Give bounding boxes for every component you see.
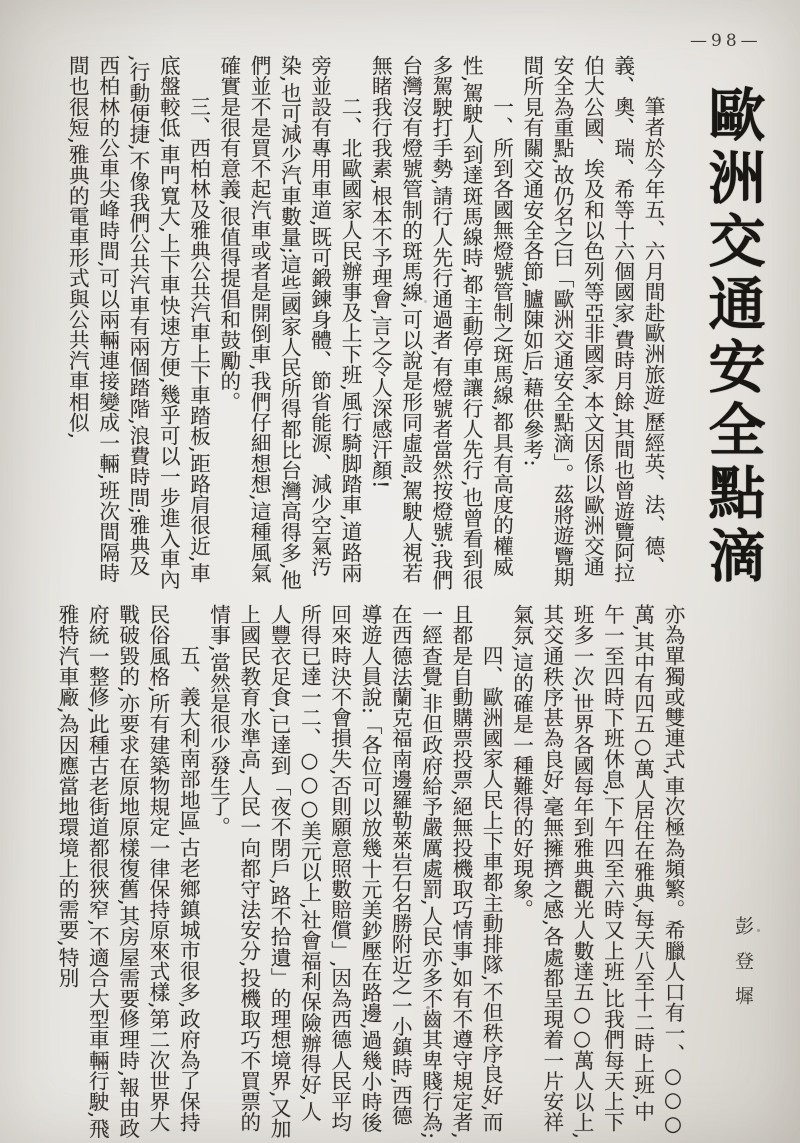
- scan-speck: [757, 929, 760, 932]
- body-paragraph-item3-continued: 亦為單獨或雙連式,車次極為頻繁。希臘人口有一、○○○萬,其中有四五○萬人居住在雅典,每天八至十二時上班,中午一至四時下班休息,下午四至六時又上班,比我們每天上下班多一次,世界各國每年到雅典觀光人數達五○○萬人以上,其交通秩序甚為良好,毫無擁擠之感,各處都呈現着一片安祥氣氛,這的確是一種難得的好現象。: [509, 604, 685, 1139]
- body-paragraph-item4: 四、歐洲國家人民上下車都主動排隊,不但秩序良好,而且都是自動購票投票,絕無投機取巧情事,如有不遵守規定者,一經查覺,非但政府給予嚴厲處罰,人民亦多不齒其卑賤行為;在西德法蘭克福南邊羅勒萊岩石名勝附近之一小鎮時,西德導遊人員說:「各位可以放幾十元美鈔壓在路邊,過幾小時後回來時決不會損失,否則願意照數賠償」,因為西德人民平均所得已達一二、○○○美元以上,社會福利保險辦得好,人人豐衣足食,已達到「夜不閉戶,路不拾遺」的理想境界,又加上國民教育水準高,人民一向都守法安分,投機取巧不買票的情事,當然是很少發生了。: [206, 604, 504, 1140]
- body-paragraph-item3: 三、西柏林及雅典公共汽車上下車踏板,距路肩很近,車底盤較低,車門寬大,上下車快速方便,幾乎可以一步進入車內,行動便捷,不像我們公共汽車有兩個踏階,浪費時間;雅典及西柏林的公車尖峰時間,可以兩輛連接變成一輛,班次間隔時間也很短,雅典的電車形式與公共汽車相似,: [65, 55, 211, 590]
- scan-speck: [426, 1006, 430, 1009]
- bottom-half-text-block: [12, 604, 794, 1140]
- body-paragraph-item5: 五、義大利南部地區,古老鄉鎮城市很多,政府為了保持民俗風格,所有建築物規定一律保持原來式樣,第二次世界大戰破毀的,亦要求在原地原樣復舊,其房屋需要修理時,報由政府統一整修,此種古老街道都很狹窄,不適合大型車輛行駛,飛雅特汽車廠,為因應當地環境上的需要,特別: [55, 604, 201, 1139]
- body-paragraph-item1: 一、所到各國無燈號管制之斑馬線,都具有高度的權威性,駕駛人到達斑馬線時,都主動停車讓行人先行,也曾看到很多駕駛打手勢,請行人先行通過者,有燈號者當然按燈號;我們台灣沒有燈號管制的斑馬線,可以說是形同虛設,駕駛人視若無睹我行我素,根本不予理會,言之令人深感汗顏!: [368, 55, 514, 591]
- top-half-text-block: [12, 55, 794, 591]
- article-title: 歐洲交通安全點滴: [699, 85, 766, 589]
- body-paragraph-intro: 筆者於今年五、六月間赴歐洲旅遊,歷經英、法、德、義、奧、瑞、希等十六個國家,費時月餘,其間也曾遊覽阿拉伯大公國、埃及和以色列等亞非國家,本文因係以歐洲交通安全為重點,故仍名之曰「歐洲交通安全點滴」。茲將遊覽期間所見有關交通安全各節,臚陳如后,藉供參考:: [519, 55, 665, 587]
- author-name: 彭登墀: [732, 916, 754, 1021]
- scan-speck: [424, 300, 427, 303]
- body-paragraph-item2: 二、北歐國家人民辦事及上下班,風行騎脚踏車,道路兩旁並設有專用車道,既可鍛鍊身體、節省能源、減少空氣汚染,也可減少汽車數量;這些國家人民所得都比台灣高得多,他們並不是買不起汽車或者是開倒車,我們仔細想想,這種風氣確實是很有意義,很值得提倡和鼓勵的。: [216, 55, 363, 591]
- page-number: —98—: [690, 31, 762, 51]
